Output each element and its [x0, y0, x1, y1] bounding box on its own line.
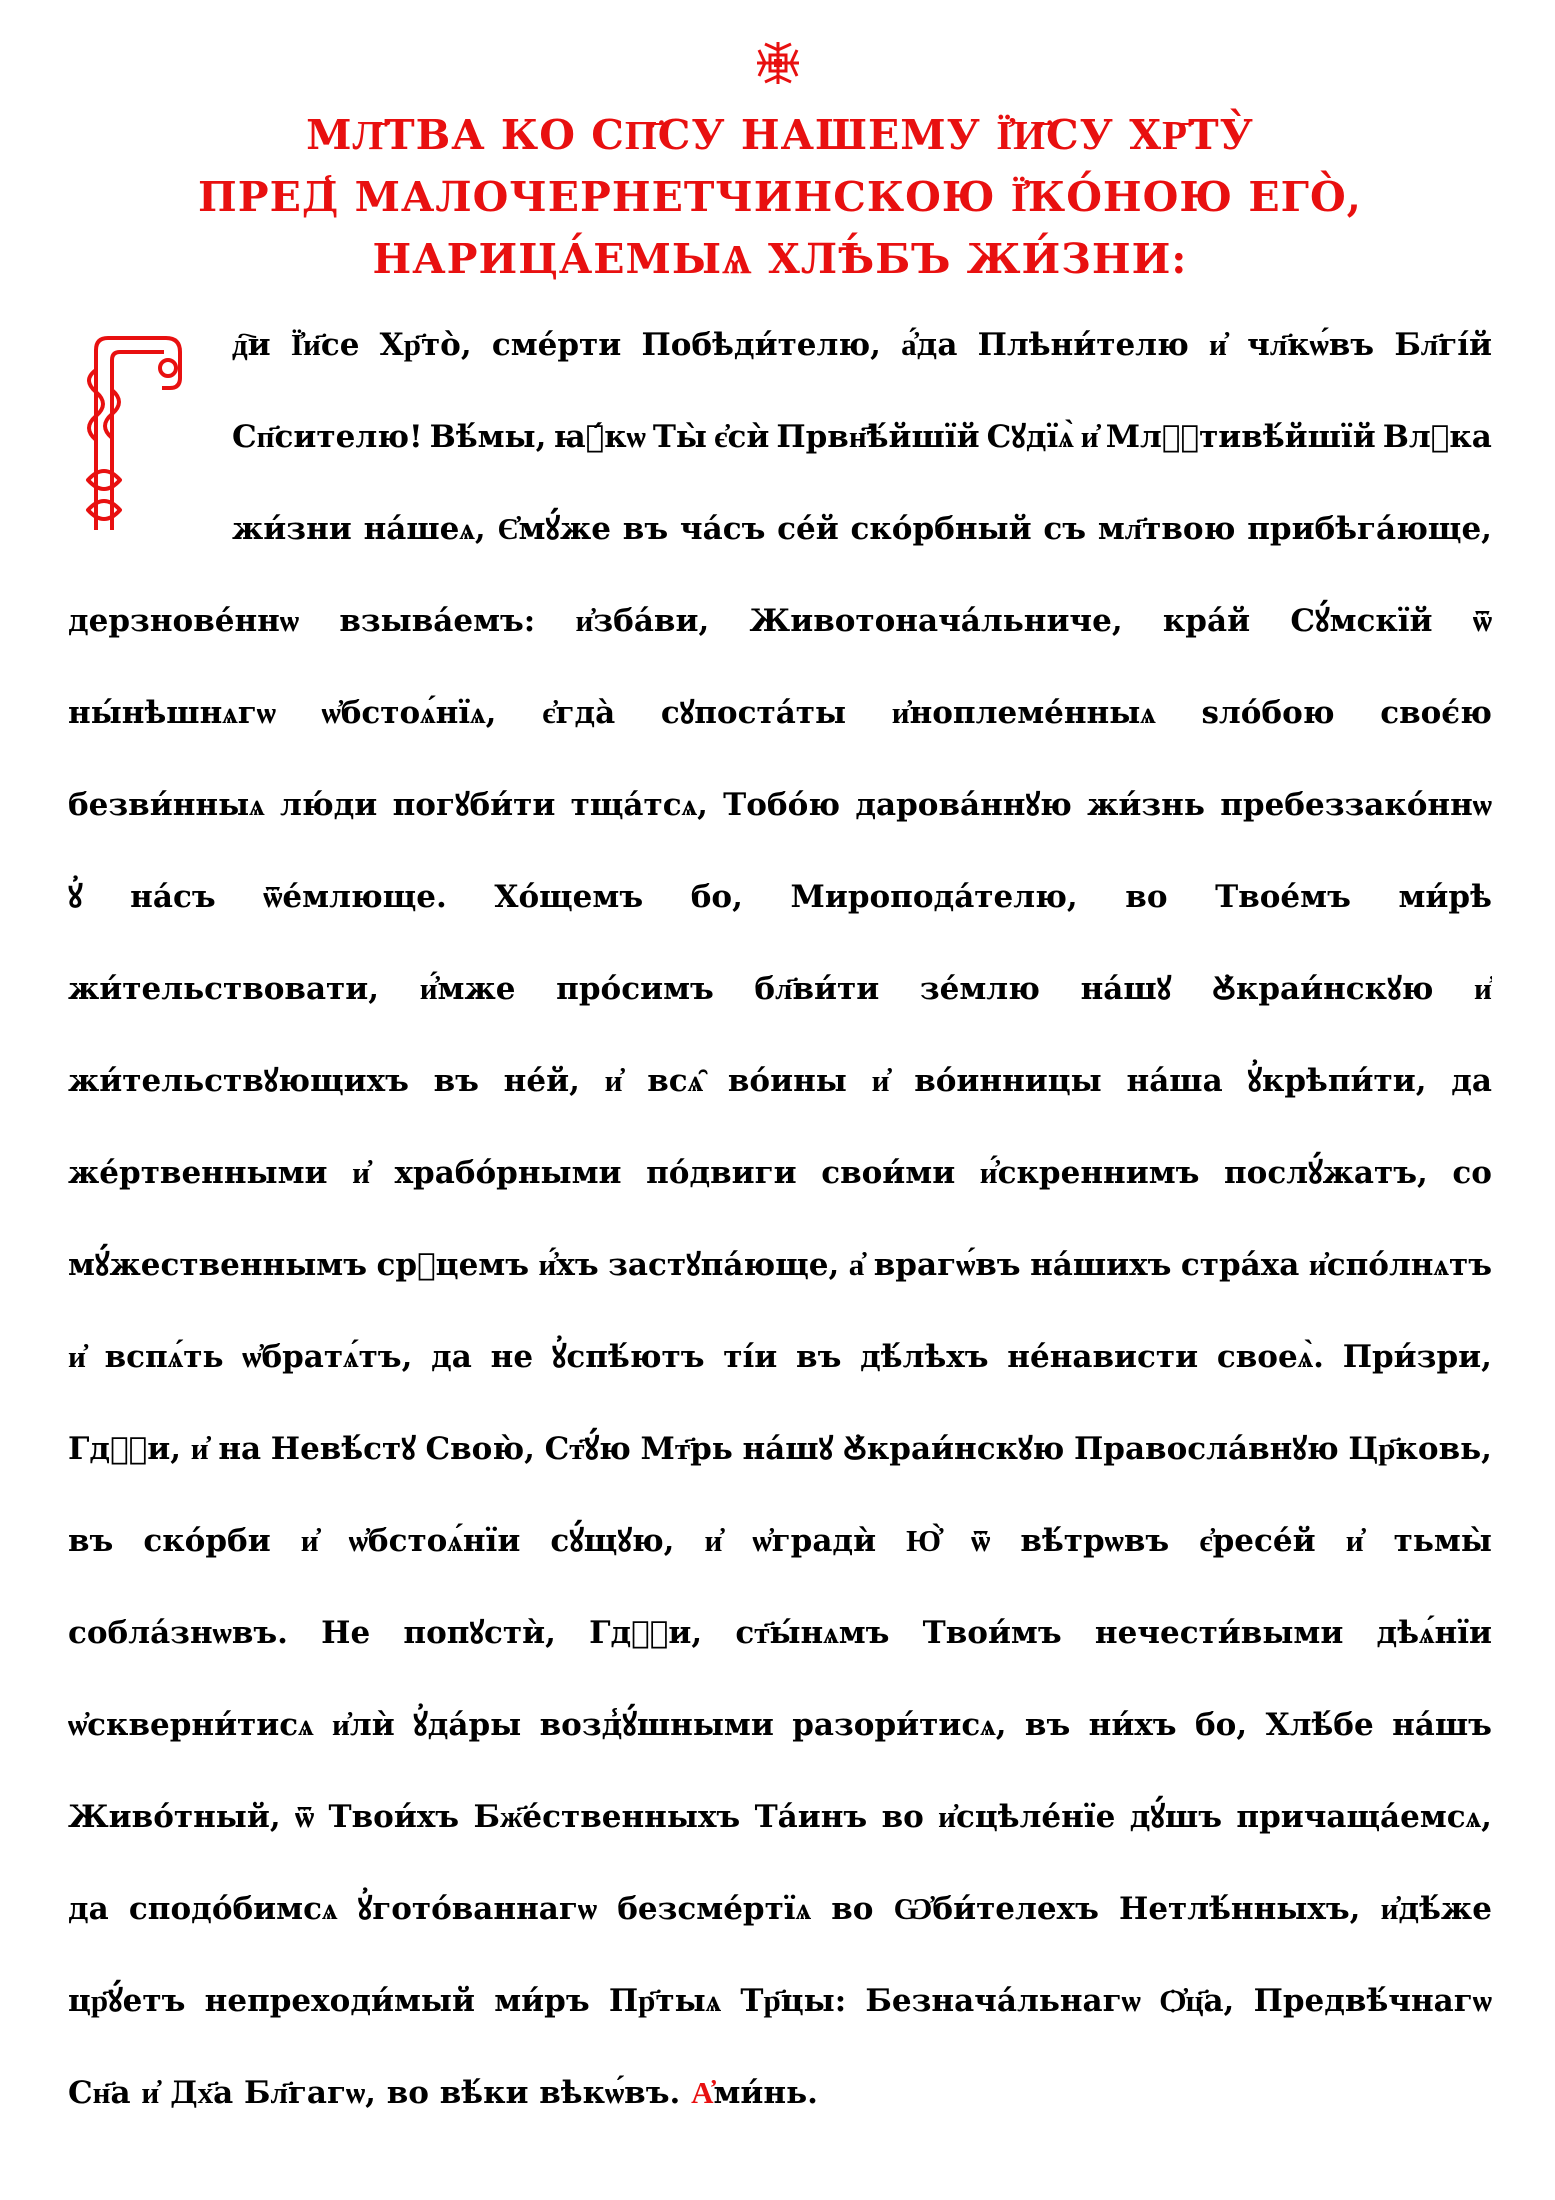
text-line-6: безви́нныѧ лю́ди погꙋби́ти тща́тсѧ, Тобо́ю дарова́ннꙋю жи́знь пребеззако́ннѡ: [68, 787, 1492, 823]
text-line-7: ꙋ҆ на́съ ѿе́млюще. Хо́щемъ бо, Миропода́телю, во Твое́мъ ми́рѣ: [68, 879, 1492, 915]
text-line-3: жи́зни на́шеѧ, Є҆мꙋ́же въ ча́съ се́й ско́рбный съ мл҃твою прибѣга́юще,: [232, 511, 1492, 547]
text-line-5: ны́нѣшнѧгѡ ѡ҆бстоѧ́нїѧ, є҆гда̀ сꙋпоста́ты и҆ноплеме́нныѧ ѕло́бою своє́ю: [68, 695, 1492, 731]
text-line-2: Сп҃сителю! Вѣ́мы, ꙗ҆́кѡ Ты̀ є҆сѝ Првн҃ѣ́йшїй Сꙋдїѧ̀ и҆ Млⷭ҇тивѣ́йшїй Влⷣка: [232, 419, 1492, 455]
text-line-20: [68, 2058, 1492, 2128]
text-line-12: и҆ вспѧ́ть ѡ҆братѧ́тъ, да не ꙋ҆спѣ́ютъ ті́и въ дѣ́лѣхъ не́нависти своеѧ̀. При́зри,: [68, 1339, 1492, 1375]
text-line-14: въ ско́рби и҆ ѡ҆бстоѧ́нїи сꙋ́щꙋю, и҆ ѡ҆градѝ Ю҆̀ ѿ вѣ́трѡвъ є҆ресе́й и҆ тьмы̀: [68, 1523, 1492, 1559]
text-line-1: д҇и Ї҆и҃се Хр҃то̀, сме́рти Побѣди́телю, а҆́да Плѣни́телю и҆ чл҃кѡ́въ Бл҃гі́й: [232, 327, 1492, 363]
text-line-11: мꙋ́жественнымъ срⷣцемъ и҆́хъ застꙋпа́юще, а҆ врагѡ́въ на́шихъ стра́ха и҆спо́лнѧтъ: [68, 1247, 1492, 1283]
text-line-4: дерзнове́ннѡ взыва́емъ: и҆зба́ви, Животонача́льниче, кра́й Сꙋ́мскїй ѿ: [68, 603, 1492, 639]
text-line-19: цр҃ꙋ́етъ непреходи́мый ми́ръ Пр҃тыѧ Тр҃цы: Безнача́льнагѡ Ѻ҆ц҃а, Предвѣ́чнагѡ: [68, 1983, 1492, 2019]
text-line-13: Гдⷭ҇и, и҆ на Невѣ́стꙋ Свою̀, Ст҃ꙋ́ю Мт҃рь на́шꙋ Ꙋ҆краи́нскꙋю Правосла́внꙋю Цр҃ковь,: [68, 1431, 1492, 1467]
prayer-title: [160, 104, 1400, 290]
text-line-18: да сподо́бимсѧ ꙋ҆гото́ваннагѡ безсме́ртїѧ во Ѡ҆би́телехъ Нетлѣ́нныхъ, и҆дѣ́же: [68, 1891, 1492, 1927]
svg-text:Г: Г: [104, 460, 105, 461]
text-line-15: собла́знѡвъ. Не попꙋстѝ, Гдⷭ҇и, ст҃ы́нѧмъ Твои́мъ нечести́выми дѣѧ́нїи: [68, 1615, 1492, 1651]
cross-ornament-icon: [755, 40, 801, 86]
ornamental-initial-icon: [76, 330, 186, 540]
amen-initial: А҆: [691, 2075, 714, 2111]
title-line-3: НАРИЦА́ЕМЫѦ ХЛѢ́БЪ ЖИ́ЗНИ:: [372, 235, 1188, 283]
title-line-2: ПРЕД̾ МАЛОЧЕРНЕТЧИНСКОЮ Ї҆КО́НОЮ ЕГО̀,: [198, 173, 1362, 221]
amen-rest: ми́нь.: [713, 2075, 818, 2111]
text-line-9: жи́тельствꙋющихъ въ не́й, и҆ всѧ̑ во́ины и҆ во́инницы на́ша ꙋ҆крѣпи́ти, да: [68, 1063, 1492, 1099]
title-line-1: МЛ҃ТВА КО СП҃СУ НАШЕМУ Ї҆И҃СУ ХР҃ТУ̀: [306, 111, 1254, 159]
text-line-10: же́ртвенными и҆ храбо́рными по́двиги свои́ми и҆́скреннимъ послꙋ́жатъ, со: [68, 1155, 1492, 1191]
text-line-16: ѡ҆скверни́тисѧ и҆лѝ ꙋ҆да́ры возд̾ꙋ́шными разори́тисѧ, въ ни́хъ бо, Хлѣ́бе на́шъ: [68, 1707, 1492, 1743]
text-line-8: жи́тельствовати, и҆́мже про́симъ бл҃ви́ти зе́млю на́шꙋ Ꙋ҆краи́нскꙋю и҆: [68, 971, 1492, 1007]
closing-text: Сн҃а и҆ Дх҃а Бл҃гагѡ, во вѣ́ки вѣкѡ́въ.: [68, 2075, 681, 2111]
text-line-17: Живо́тный, ѿ Твои́хъ Бж҃е́ственныхъ Та́инъ во и҆сцѣле́нїе дꙋ́шъ причаща́емсѧ,: [68, 1799, 1492, 1835]
